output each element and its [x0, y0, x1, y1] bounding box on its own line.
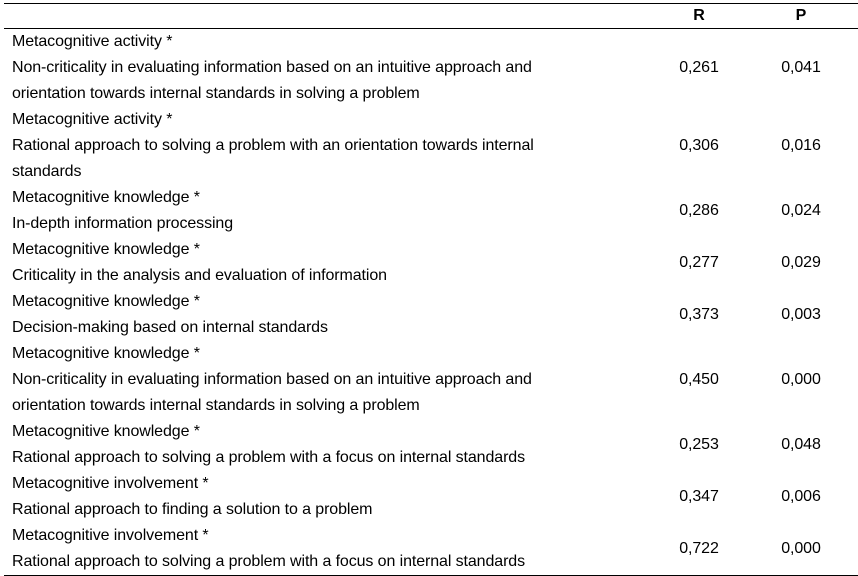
row-label-cell	[4, 29, 654, 108]
item-label-line: Rational approach to solving a problem with a focus on internal standards	[12, 553, 526, 570]
item-label-line: orientation towards internal standards in solving a problem	[12, 85, 420, 102]
row-label-cell	[4, 419, 654, 471]
item-label-line: Non-criticality in evaluating information based on an intuitive approach and	[12, 59, 532, 76]
row-label-cell	[4, 185, 654, 237]
correlation-table	[4, 3, 858, 576]
factor-label: Metacognitive activity *	[12, 111, 173, 128]
item-label-line: standards	[12, 163, 82, 180]
table-row	[4, 471, 858, 523]
r-value-cell: 0,261	[679, 59, 719, 76]
factor-label: Metacognitive knowledge *	[12, 293, 200, 310]
item-label-line: Criticality in the analysis and evaluation of information	[12, 267, 387, 284]
r-value-cell: 0,253	[679, 436, 719, 453]
factor-label: Metacognitive involvement *	[12, 527, 209, 544]
item-label-line: In-depth information processing	[12, 215, 234, 232]
header-row	[4, 4, 858, 29]
p-value-cell: 0,000	[781, 371, 821, 388]
item-label-line: Rational approach to solving a problem with an orientation towards internal	[12, 137, 534, 154]
row-label-cell	[4, 237, 654, 289]
table-row	[4, 289, 858, 341]
factor-label: Metacognitive activity *	[12, 33, 173, 50]
factor-label: Metacognitive knowledge *	[12, 423, 200, 440]
table-row	[4, 237, 858, 289]
table-row	[4, 523, 858, 576]
p-value-cell: 0,003	[781, 306, 821, 323]
table-header	[4, 4, 858, 29]
row-label-cell	[4, 341, 654, 419]
p-value-cell: 0,029	[781, 254, 821, 271]
table-row	[4, 107, 858, 185]
header-r-column: R	[654, 4, 744, 29]
table-row	[4, 341, 858, 419]
r-value-cell: 0,450	[679, 371, 719, 388]
r-value-cell: 0,277	[679, 254, 719, 271]
factor-label: Metacognitive knowledge *	[12, 241, 200, 258]
factor-label: Metacognitive involvement *	[12, 475, 209, 492]
p-value-cell: 0,041	[781, 59, 821, 76]
item-label-line: Non-criticality in evaluating information based on an intuitive approach and	[12, 371, 532, 388]
p-value-cell: 0,006	[781, 488, 821, 505]
table-row	[4, 29, 858, 108]
item-label-line: Rational approach to finding a solution to a problem	[12, 501, 373, 518]
r-value-cell: 0,306	[679, 137, 719, 154]
r-value-cell: 0,286	[679, 202, 719, 219]
row-label-cell	[4, 471, 654, 523]
table-row	[4, 419, 858, 471]
p-value-cell: 0,024	[781, 202, 821, 219]
p-value-cell: 0,000	[744, 523, 858, 576]
factor-label: Metacognitive knowledge *	[12, 345, 200, 362]
p-value-cell: 0,048	[781, 436, 821, 453]
row-label-cell	[4, 523, 654, 576]
r-value-cell: 0,373	[679, 306, 719, 323]
r-value-cell: 0,347	[679, 488, 719, 505]
row-label-cell	[4, 107, 654, 185]
row-label-cell	[4, 289, 654, 341]
p-value-cell: 0,016	[781, 137, 821, 154]
item-label-line: orientation towards internal standards in solving a problem	[12, 397, 420, 414]
table-row	[4, 185, 858, 237]
header-p-column: P	[744, 4, 858, 29]
r-value-cell: 0,722	[654, 523, 744, 576]
item-label-line: Decision-making based on internal standards	[12, 319, 328, 336]
table-body	[4, 29, 858, 576]
header-label-column	[4, 4, 654, 29]
factor-label: Metacognitive knowledge *	[12, 189, 200, 206]
item-label-line: Rational approach to solving a problem with a focus on internal standards	[12, 449, 526, 466]
